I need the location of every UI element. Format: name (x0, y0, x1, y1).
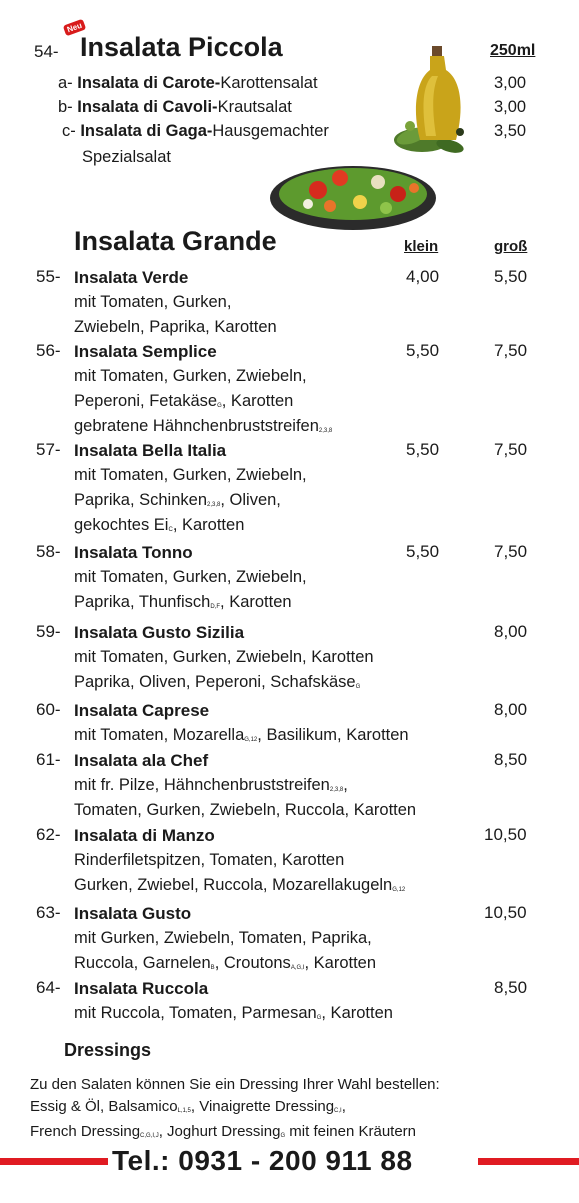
desc-text: Paprika, Thunfisch (74, 593, 211, 611)
desc-text: , Karotten (220, 593, 292, 611)
desc-text: , Karotten (321, 1004, 393, 1022)
allergen-code: G (217, 403, 222, 409)
item-name: Insalata Bella Italia (74, 441, 227, 460)
item-desc: Hausgemachter (212, 122, 329, 140)
desc-text: Ruccola, Garnelen (74, 954, 211, 972)
price-small: 5,50 (406, 440, 440, 459)
dressings-text (30, 1074, 570, 1146)
desc-text: gebratene Hähnchenbruststreifen (74, 417, 319, 435)
item-prefix: a- (58, 74, 73, 92)
allergen-code: G,12 (392, 887, 406, 893)
item-desc-line: mit Gurken, Zwiebeln, Tomaten, Paprika, (74, 929, 372, 947)
item-desc-line: mit Tomaten, Gurken, Zwiebeln, (74, 466, 307, 484)
desc-text: Essig & Öl, Balsamico (30, 1098, 178, 1115)
footer-bar-left (0, 1158, 108, 1165)
piccola-item-desc2: Spezialsalat (82, 148, 171, 166)
col-header-large: groß (494, 238, 528, 255)
item-number: 62- (36, 825, 61, 844)
item-number: 57- (36, 440, 61, 459)
item-desc: Krautsalat (217, 98, 292, 116)
allergen-code: C,G,I,J (140, 1133, 159, 1139)
desc-text: mit Ruccola, Tomaten, Parmesan (74, 1004, 317, 1022)
allergen-code: B (210, 965, 215, 971)
price-large: 10,50 (484, 825, 527, 844)
item-desc-line (74, 513, 244, 542)
item-price: 3,50 (494, 122, 527, 140)
item-name: Insalata ala Chef (74, 751, 209, 770)
new-badge: Neu (63, 19, 87, 37)
desc-text: , Karotten (221, 392, 294, 410)
price-large: 8,00 (494, 622, 528, 641)
allergen-code: G (316, 1015, 322, 1021)
desc-text: , Joghurt Dressing (158, 1123, 281, 1140)
allergen-code: A,G,I (290, 965, 305, 971)
item-name: Insalata di Manzo (74, 826, 215, 845)
item-number: 58- (36, 542, 61, 561)
price-large: 7,50 (494, 440, 528, 459)
desc-text: Paprika, Schinken (74, 491, 207, 509)
desc-text: mit feinen Kräutern (285, 1123, 417, 1140)
section-title-piccola: Insalata Piccola (80, 32, 283, 62)
desc-text: Peperoni, Fetakäse (74, 392, 218, 410)
desc-text: mit fr. Pilze, Hähnchenbruststreifen (74, 776, 330, 794)
item-name: Insalata Tonno (74, 543, 193, 562)
item-number: 64- (36, 978, 61, 997)
desc-text: , Basilikum, Karotten (257, 726, 409, 744)
item-desc-line: mit Tomaten, Gurken, Zwiebeln, (74, 367, 307, 385)
dressings-title: Dressings (64, 1040, 152, 1060)
price-large: 8,50 (494, 750, 528, 769)
item-number: 61- (36, 750, 61, 769)
item-name: Insalata Verde (74, 268, 189, 287)
desc-text: Gurken, Zwiebel, Ruccola, Mozarellakugeln (74, 876, 393, 894)
item-desc-line: mit Tomaten, Gurken, Zwiebeln, Karotten (74, 648, 374, 666)
item-name: Insalata Gusto Sizilia (74, 623, 245, 642)
allergen-code: C (168, 527, 173, 533)
item-number: 55- (36, 267, 61, 286)
allergen-code: C,I (334, 1108, 342, 1114)
col-header-small: klein (404, 238, 439, 255)
salad-plate (268, 148, 438, 234)
item-desc-line: Zwiebeln, Paprika, Karotten (74, 318, 277, 336)
desc-text: , (341, 1098, 346, 1115)
olive-oil-bottle-icon (392, 40, 472, 160)
allergen-code: G,12 (244, 737, 258, 743)
item-name: Insalata di Carote- (77, 74, 221, 92)
desc-text: , (214, 954, 224, 972)
price-large: 7,50 (494, 341, 528, 360)
price-small: 5,50 (406, 542, 440, 561)
item-desc-line: Tomaten, Gurken, Zwiebeln, Ruccola, Karotten (74, 801, 417, 819)
item-number: 60- (36, 700, 61, 719)
olive-oil-bottle (392, 40, 472, 160)
item-desc-line (74, 414, 332, 443)
desc-text: , Vinaigrette Dressing (190, 1098, 335, 1115)
item-desc-line (74, 590, 292, 619)
item-desc-line (74, 951, 376, 980)
price-large: 5,50 (494, 267, 528, 286)
section-title-grande: Insalata Grande (74, 226, 277, 256)
allergen-code: 2,3,8 (318, 428, 333, 434)
dressings-line (30, 1121, 570, 1146)
desc-text: Paprika, Oliven, Peperoni, Schafskäse (74, 673, 356, 691)
allergen-code: D,F (210, 604, 221, 610)
item-desc: Karottensalat (220, 74, 318, 92)
item-name: Insalata Caprese (74, 701, 210, 720)
desc-text: mit Tomaten, Mozarella (74, 726, 245, 744)
price-small: 5,50 (406, 341, 440, 360)
item-name: Insalata Gusto (74, 904, 192, 923)
item-desc-line (74, 723, 409, 752)
item-name: Insalata Semplice (74, 342, 217, 361)
desc-text: , (343, 776, 348, 794)
item-number: 56- (36, 341, 61, 360)
allergen-code: L,1,5 (177, 1108, 191, 1114)
item-desc-line: Rinderfiletspitzen, Tomaten, Karotten (74, 851, 345, 869)
item-name: Insalata di Gaga- (80, 122, 213, 140)
price-large: 7,50 (494, 542, 528, 561)
price-large: 8,50 (494, 978, 528, 997)
item-number: 59- (36, 622, 61, 641)
allergen-code: G (280, 1133, 286, 1139)
desc-text: , Karotten (172, 516, 245, 534)
allergen-code: 2,3,8 (207, 502, 221, 508)
phone-number[interactable]: Tel.: 0931 - 200 911 88 (112, 1145, 413, 1176)
dressings-line (30, 1096, 570, 1121)
item-name: Insalata di Cavoli- (77, 98, 218, 116)
item-desc-line: mit Tomaten, Gurken, (74, 293, 232, 311)
price-large: 8,00 (494, 700, 528, 719)
item-price: 3,00 (494, 98, 527, 116)
price-small: 4,00 (406, 267, 440, 286)
desc-text: French Dressing (30, 1123, 141, 1140)
desc-text: gekochtes Ei (74, 516, 169, 534)
item-number: 63- (36, 903, 61, 922)
salad-plate-icon (268, 148, 438, 234)
dressings-line: Zu den Salaten können Sie ein Dressing Ihrer Wahl bestellen: (30, 1076, 440, 1093)
item-desc-line: mit Tomaten, Gurken, Zwiebeln, (74, 568, 307, 586)
price-large: 10,50 (484, 903, 527, 922)
item-desc-line (74, 873, 405, 902)
item-price: 3,00 (494, 74, 527, 92)
item-prefix: b- (58, 98, 73, 116)
item-desc-line (74, 1001, 393, 1030)
size-label: 250ml (490, 42, 536, 59)
item-name: Insalata Ruccola (74, 979, 209, 998)
desc-text: , Oliven, (220, 491, 281, 509)
item-desc-line (74, 670, 360, 699)
desc-text: Croutons (223, 954, 291, 972)
item-prefix: c- (62, 122, 76, 140)
desc-text: , Karotten (304, 954, 377, 972)
allergen-code: 2,3,8 (329, 787, 344, 793)
allergen-code: G (355, 684, 361, 690)
footer-bar-right (478, 1158, 579, 1165)
item-number: 54- (34, 42, 59, 61)
